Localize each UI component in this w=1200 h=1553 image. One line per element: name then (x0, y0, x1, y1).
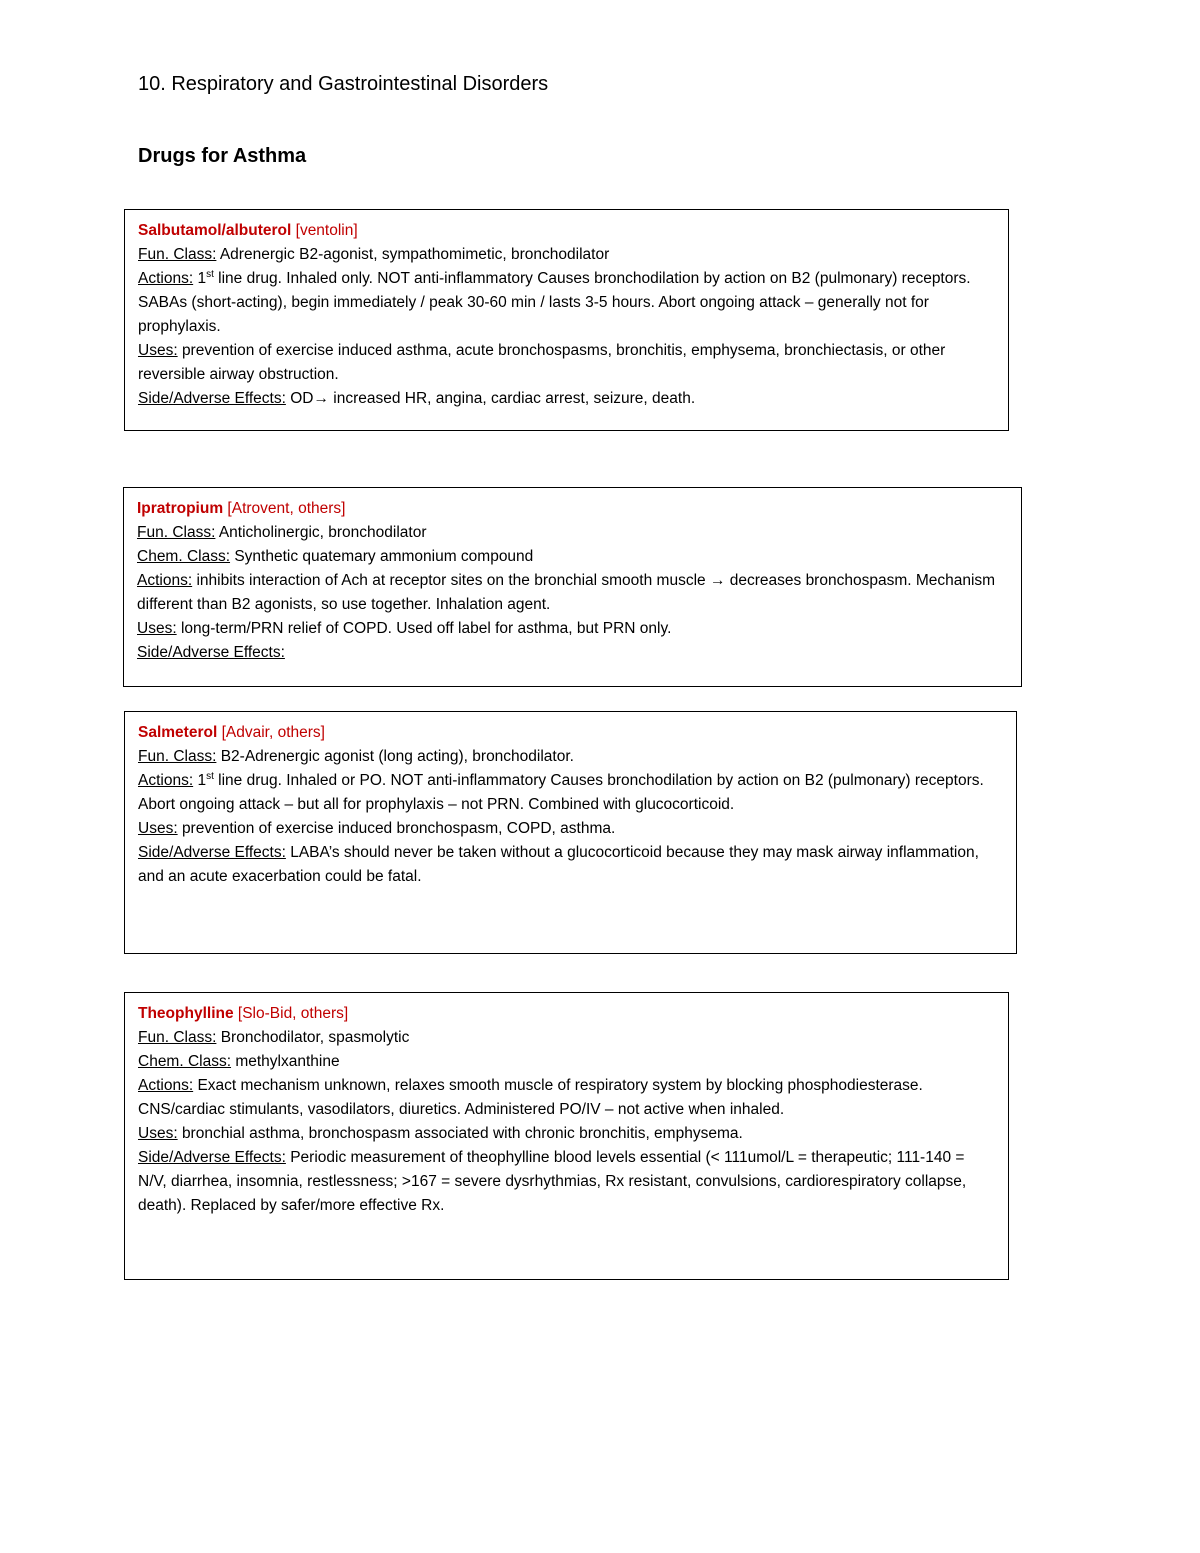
actions-label: Actions: (138, 1077, 194, 1094)
actions-superscript: st (206, 770, 214, 782)
fun-class-label: Fun. Class: (138, 246, 217, 263)
fun-class-field (138, 1026, 996, 1050)
fun-class-label: Fun. Class: (138, 748, 217, 765)
drug-card-salmeterol (124, 711, 1017, 954)
drug-title-line (138, 721, 1004, 745)
effects-field (138, 841, 1004, 889)
brand-name: Atrovent, others (231, 500, 342, 517)
fun-class-field (138, 745, 1004, 769)
brand-name: ventolin (299, 222, 354, 239)
uses-label: Uses: (138, 1125, 178, 1142)
chem-class-field (138, 1050, 996, 1074)
uses-label: Uses: (138, 820, 178, 837)
effects-label: Side/Adverse Effects: (138, 844, 286, 861)
uses-value: bronchial asthma, bronchospasm associated with chronic bronchitis, emphysema. (181, 1125, 743, 1142)
actions-superscript: st (206, 268, 214, 280)
drug-title-line (138, 1002, 996, 1026)
brand-open: [ (291, 222, 300, 239)
section-heading: Drugs for Asthma (138, 145, 307, 167)
actions-label: Actions: (137, 572, 193, 589)
drug-title-line (138, 219, 996, 243)
effects-value: OD→ increased HR, angina, cardiac arrest, seizure, death. (285, 390, 696, 407)
drug-name: Theophylline (138, 1005, 234, 1022)
fun-class-value: Bronchodilator, spasmolytic (220, 1029, 410, 1046)
uses-value: prevention of exercise induced bronchospasm, COPD, asthma. (181, 820, 616, 837)
drug-name: Salbutamol/albuterol (138, 222, 292, 239)
fun-class-label: Fun. Class: (138, 1029, 217, 1046)
brand-open: [ (223, 500, 232, 517)
chem-class-field (137, 545, 1009, 569)
effects-label: Side/Adverse Effects: (138, 1149, 286, 1166)
fun-class-field (138, 243, 996, 267)
actions-prefix: 1 (193, 270, 207, 287)
brand-close: ] (341, 500, 346, 517)
brand-open: [ (233, 1005, 243, 1022)
uses-label: Uses: (138, 342, 178, 359)
effects-label: Side/Adverse Effects: (138, 390, 286, 407)
brand-name: Advair, others (225, 724, 321, 741)
uses-field (138, 339, 996, 387)
effects-value: Periodic measurement of theophylline blood levels essential (< 111umol/L = therapeutic; 111-140 = N/V, diarrhea, insomnia, restlessness; >167 = severe dysrhythmias, Rx resistant, convulsions, cardiorespiratory collapse, death). Replaced by safer/more effective Rx. (138, 1149, 967, 1214)
effects-field (138, 1146, 996, 1218)
uses-field (138, 1122, 996, 1146)
actions-field (137, 569, 1009, 617)
chem-class-label: Chem. Class: (137, 548, 231, 565)
actions-value: inhibits interaction of Ach at receptor sites on the bronchial smooth muscle → decreases bronchospasm. Mechanism different than B2 agonists, so use together. Inhalation agent. (137, 572, 996, 613)
drug-card-theophylline (124, 992, 1009, 1280)
effects-field (138, 387, 996, 411)
drug-title-line (137, 497, 1009, 521)
chem-class-value: methylxanthine (235, 1053, 340, 1070)
brand-close: ] (353, 222, 358, 239)
fun-class-value: Anticholinergic, bronchodilator (218, 524, 427, 541)
fun-class-field (137, 521, 1009, 545)
fun-class-value: Adrenergic B2-agonist, sympathomimetic, bronchodilator (219, 246, 610, 263)
actions-field (138, 1074, 996, 1122)
uses-label: Uses: (137, 620, 177, 637)
drug-name: Ipratropium (137, 500, 224, 517)
brand-open: [ (217, 724, 226, 741)
chem-class-value: Synthetic quatemary ammonium compound (234, 548, 534, 565)
actions-label: Actions: (138, 270, 194, 287)
actions-value: Exact mechanism unknown, relaxes smooth muscle of respiratory system by blocking phosphodiesterase. CNS/cardiac stimulants, vasodilators, diuretics. Administered PO/IV – not active when inhaled. (138, 1077, 923, 1118)
actions-field (138, 769, 1004, 817)
fun-class-value: B2-Adrenergic agonist (long acting), bronchodilator. (220, 748, 574, 765)
effects-value: LABA’s should never be taken without a glucocorticoid because they may mask airway inflammation, and an acute exacerbation could be fatal. (138, 844, 979, 885)
page-title: 10. Respiratory and Gastrointestinal Disorders (138, 73, 549, 95)
uses-field (138, 817, 1004, 841)
actions-value: line drug. Inhaled only. NOT anti-inflammatory Causes bronchodilation by action on B2 (pulmonary) receptors. SABAs (short-acting), begin immediately / peak 30-60 min / lasts 3-5 hours. Abort ongoing attack – generally not for prophylaxis. (138, 270, 971, 335)
chem-class-label: Chem. Class: (138, 1053, 232, 1070)
actions-value: line drug. Inhaled or PO. NOT anti-inflammatory Causes bronchodilation by action on B2 (pulmonary) receptors. Abort ongoing attack – but all for prophylaxis – not PRN. Combined with glucocorticoid. (138, 772, 984, 813)
brand-name: Slo-Bid, others (242, 1005, 344, 1022)
brand-close: ] (343, 1005, 349, 1022)
fun-class-label: Fun. Class: (137, 524, 216, 541)
actions-field (138, 267, 996, 339)
effects-field (137, 641, 1009, 665)
drug-card-salbutamol (124, 209, 1009, 431)
drug-card-ipratropium (123, 487, 1022, 687)
actions-prefix: 1 (193, 772, 207, 789)
uses-value: prevention of exercise induced asthma, acute bronchospasms, bronchitis, emphysema, bronchiectasis, or other reversible airway obstruction. (138, 342, 946, 383)
effects-label: Side/Adverse Effects: (137, 644, 285, 661)
drug-name: Salmeterol (138, 724, 218, 741)
uses-field (137, 617, 1009, 641)
uses-value: long-term/PRN relief of COPD. Used off label for asthma, but PRN only. (180, 620, 672, 637)
brand-close: ] (320, 724, 325, 741)
actions-label: Actions: (138, 772, 194, 789)
